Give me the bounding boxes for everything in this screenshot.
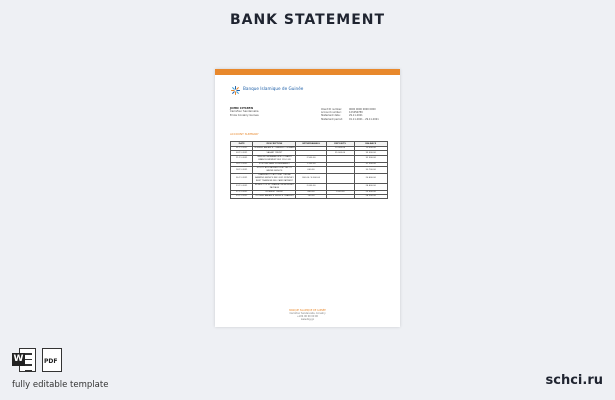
account-detail-row [321,118,379,121]
cell-date: 23.11.2021 [231,183,253,190]
cell-wd: 600.00 [296,167,326,174]
footer-bank-name: BANQUE ISLAMIQUE DE GUINÉE [289,309,326,312]
cell-bal: 25 000.00 [354,190,387,194]
account-details [321,108,379,121]
customer-name: JOHN CITIZEN [230,106,253,110]
cell-dep: 1 000.00 [326,190,354,194]
detail-value: 01.11.2021 - 29.11.2021 [349,117,379,121]
cell-bal: 31 300.00 [354,162,387,166]
footer-line: www.big.gn [300,318,315,321]
cell-bal: 24 400.00 [354,183,387,190]
cell-dep [326,174,354,184]
detail-key: Account number: [321,111,342,115]
cell-desc: OPENING BALANCE / CARRIED FORWARD [253,147,295,150]
customer-address-line: Ecole Conakry Guinea [230,113,259,117]
column-header: WITHDRAWALS [296,142,326,147]
cell-desc: MOBILE TOP UP ORANGE GN INTERNET PACKAGE [253,183,296,190]
cell-desc: CLOSING BALANCE SERVICE CHARGES [253,194,296,198]
pdf-label: PDF [44,358,58,365]
cell-bal: 26 400.00 [354,174,387,184]
table-row [231,155,388,162]
bank-logo-icon [231,86,240,95]
detail-key: Statement period: [321,117,343,121]
cell-date: 03.11.2021 [231,151,253,155]
format-icons [12,348,62,372]
cell-date: 26.11.2021 [231,174,253,184]
table-row [231,167,388,174]
detail-key: Client ID number: [321,108,343,111]
cell-desc: INTEREST CREDIT [253,190,296,194]
cell-wd: 2 500.00 [296,155,326,162]
bank-name: Banque Islamique de Guinée [243,86,304,91]
transactions-table [230,141,388,199]
cell-wd: 100.00 [296,194,326,198]
cell-desc: CASH WITHDRAWAL ATM CONAKRY BRANCH PAYMENT REF 1152 GN [253,155,296,162]
detail-value: 0000 0000 0000 0000 [349,108,376,111]
cell-dep [326,183,354,190]
cell-wd: 400.00 [296,190,326,194]
column-header: DEPOSITS [326,142,354,147]
detail-value: 29.11.2021 [349,114,363,118]
cell-wd: 300.00 / 4 000.00 [296,174,326,184]
cell-bal: 32 500.00 [354,155,387,162]
cell-date: 01.11.2021 [231,147,253,151]
cell-date: 11.11.2021 [231,155,253,162]
table-row [231,183,388,190]
column-header: BALANCE [354,142,387,147]
cell-date: 18.11.2021 [231,167,253,174]
column-header: DESCRIPTION [253,142,296,147]
cell-date: 16.11.2021 [231,162,253,166]
table-row [231,174,388,184]
pdf-file-icon [42,348,62,372]
summary-title: ACCOUNT SUMMARY [230,132,259,136]
cell-desc: TRANSFER TO ACCOUNT ONLINE BANKING SERVICE REF 2031 MONTHLY RENT TRANSFER FEE CARD PAYMENT [253,174,296,184]
page-title: BANK STATEMENT [229,12,386,28]
customer-address-line: Carrefour Sandervalia [230,110,259,114]
detail-key: Statement date: [321,114,341,118]
word-file-icon [12,348,36,372]
cell-bal: 30 700.00 [354,167,387,174]
cell-dep [326,155,354,162]
cell-date: 27.11.2021 [231,190,253,194]
cell-bal: 35 000.00 [354,151,387,155]
footer-line: +224 00 00 00 00 [297,315,318,318]
cell-dep: 10 000.00 [326,147,354,151]
cell-dep [326,167,354,174]
cell-wd: 1 200.00 [296,162,326,166]
cell-date: 29.11.2021 [231,194,253,198]
cell-wd: 2 000.00 [296,183,326,190]
cell-desc: SALARY CREDIT [253,151,296,155]
site-watermark: schci.ru [545,373,603,388]
statement-document [215,69,400,327]
footer-line: Carrefour Sandervalia, Conakry [289,312,326,315]
customer-block [230,107,259,117]
cell-dep [326,194,354,198]
cell-dep: 25 000.00 [326,151,354,155]
cell-bal: 24 900.00 [354,194,387,198]
column-header: DATE [231,142,253,147]
cell-desc: UTILITY BILL PAYMENT ELECTRICITY WATER SERVICE [253,167,296,174]
document-footer [215,309,400,321]
detail-value: 123456789 [349,111,363,115]
cell-desc: POS PURCHASE SUPERMARKET [253,162,296,166]
template-caption: fully editable template [12,380,109,390]
cell-bal: 10 000.00 [354,147,387,151]
document-top-bar [215,69,400,75]
word-letter: W [13,354,24,364]
table-row [231,194,388,198]
